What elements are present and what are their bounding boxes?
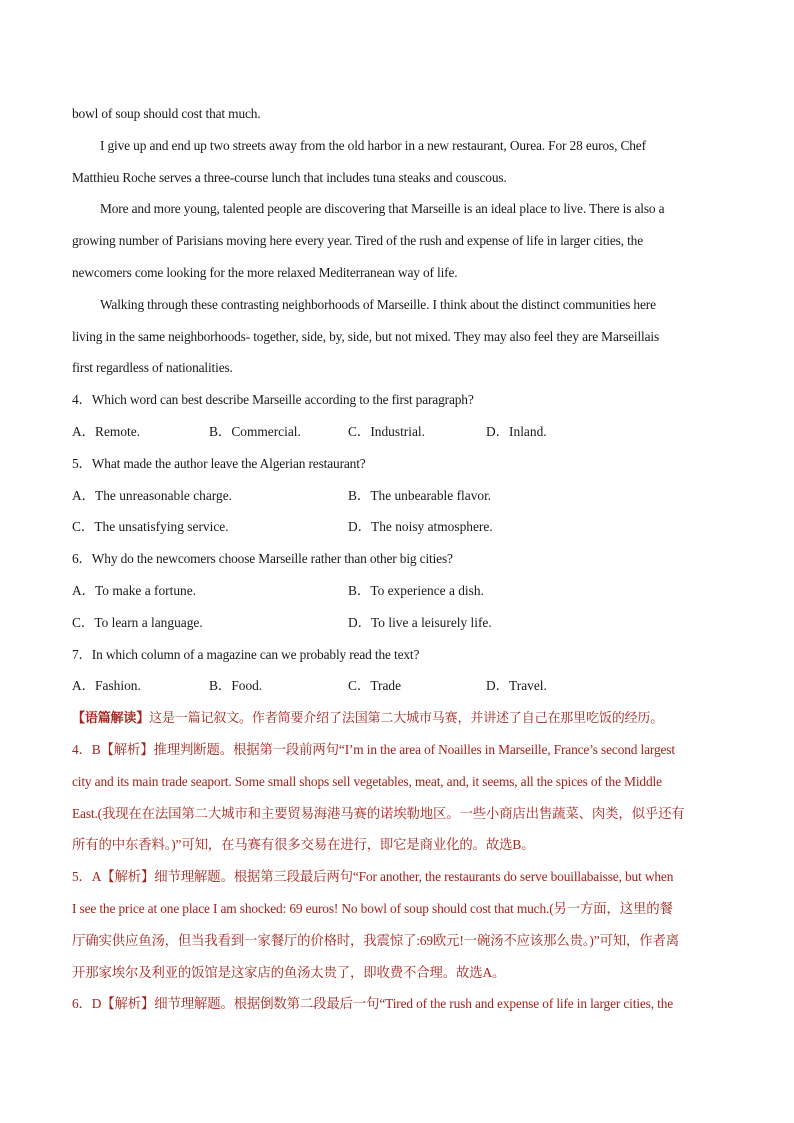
question-stem: 5．What made the author leave the Algerian restaurant?: [72, 455, 366, 471]
question-7: [72, 639, 724, 703]
option-row: [72, 480, 724, 512]
passage-line: Walking through these contrasting neighborhoods of Marseille. I think about the distinct communities here: [100, 296, 656, 312]
option-row: [72, 670, 724, 702]
analysis-section: [72, 702, 724, 1020]
option-b: B．Food.: [209, 678, 263, 694]
option-a: A．Fashion.: [72, 678, 141, 694]
summary-text: 这是一篇记叙文。作者简要介绍了法国第二大城市马赛，并讲述了自己在那里吃饭的经历。: [149, 711, 664, 727]
passage-line: More and more young, talented people are discovering that Marseille is an ideal place to live. There is also a: [100, 201, 665, 217]
analysis-line: 4．B【解析】推理判断题。根据第一段前两句“I’m in the area of Noailles in Marseille, France’s second largest: [72, 741, 675, 757]
analysis-line: 所有的中东香料。)”可知，在马赛有很多交易在进行，即它是商业化的。故选B。: [72, 837, 535, 853]
question-4: [72, 384, 724, 448]
question-stem: 7．In which column of a magazine can we probably read the text?: [72, 646, 420, 662]
question-stem: 6．Why do the newcomers choose Marseille rather than other big cities?: [72, 551, 453, 567]
option-d: D．To live a leisurely life.: [348, 614, 492, 630]
option-a: A．The unreasonable charge.: [72, 487, 233, 503]
option-c: C．The unsatisfying service.: [72, 519, 229, 535]
passage-line: living in the same neighborhoods- together, side, by, side, but not mixed. They may also feel they are Marseillais: [72, 328, 660, 344]
question-6: [72, 543, 724, 638]
option-b: B．To experience a dish.: [348, 582, 484, 598]
option-c: C．Trade: [348, 678, 402, 694]
summary-tag: 【语篇解读】: [72, 711, 150, 727]
document-page: [72, 98, 724, 1020]
analysis-line: East.(我现在在法国第二大城市和主要贸易海港马赛的诺埃勒地区。一些小商店出售蔬菜、肉类，似乎还有: [72, 805, 685, 821]
passage-line: bowl of soup should cost that much.: [72, 106, 261, 121]
option-row: [72, 511, 724, 543]
passage-line: first regardless of nationalities.: [72, 360, 233, 376]
question-5: [72, 448, 724, 543]
analysis-line: 开那家埃尔及利亚的饭馆是这家店的鱼汤太贵了，即收费不合理。故选A。: [72, 964, 506, 980]
option-row: [72, 416, 724, 448]
passage-line: I give up and end up two streets away from the old harbor in a new restaurant, Ourea. For 28 euros, Chef: [100, 137, 646, 153]
option-d: D．The noisy atmosphere.: [348, 519, 493, 535]
analysis-line: 6．D【解析】细节理解题。根据倒数第二段最后一句“Tired of the rush and expense of life in larger cities, the: [72, 996, 674, 1012]
option-b: B．Commercial.: [209, 423, 301, 439]
question-stem: 4．Which word can best describe Marseille according to the first paragraph?: [72, 392, 474, 408]
option-row: [72, 607, 724, 639]
summary-line: [72, 702, 724, 734]
option-row: [72, 575, 724, 607]
passage: [72, 98, 724, 384]
passage-line: newcomers come looking for the more relaxed Mediterranean way of life.: [72, 264, 458, 280]
option-a: A．To make a fortune.: [72, 582, 196, 598]
option-b: B．The unbearable flavor.: [348, 487, 492, 503]
option-d: D．Inland.: [486, 423, 547, 439]
analysis-line: 5．A【解析】细节理解题。根据第三段最后两句“For another, the restaurants do serve bouillabaisse, but when: [72, 869, 674, 885]
option-c: C．To learn a language.: [72, 614, 203, 630]
analysis-line: I see the price at one place I am shocked: 69 euros! No bowl of soup should cost that much.(另一方面，这里的餐: [72, 900, 673, 916]
option-a: A．Remote.: [72, 423, 141, 439]
option-d: D．Travel.: [486, 678, 547, 694]
passage-line: Matthieu Roche serves a three-course lunch that includes tuna steaks and couscous.: [72, 169, 507, 185]
analysis-line: city and its main trade seaport. Some small shops sell vegetables, meat, and, it seems, all the spices of the Middle: [72, 773, 662, 789]
passage-line: growing number of Parisians moving here every year. Tired of the rush and expense of life in larger cities, the: [72, 233, 644, 249]
option-c: C．Industrial.: [348, 423, 425, 439]
analysis-line: 厅确实供应鱼汤，但当我看到一家餐厅的价格时，我震惊了:69欧元!一碗汤不应该那么贵。)”可知，作者离: [72, 932, 679, 948]
